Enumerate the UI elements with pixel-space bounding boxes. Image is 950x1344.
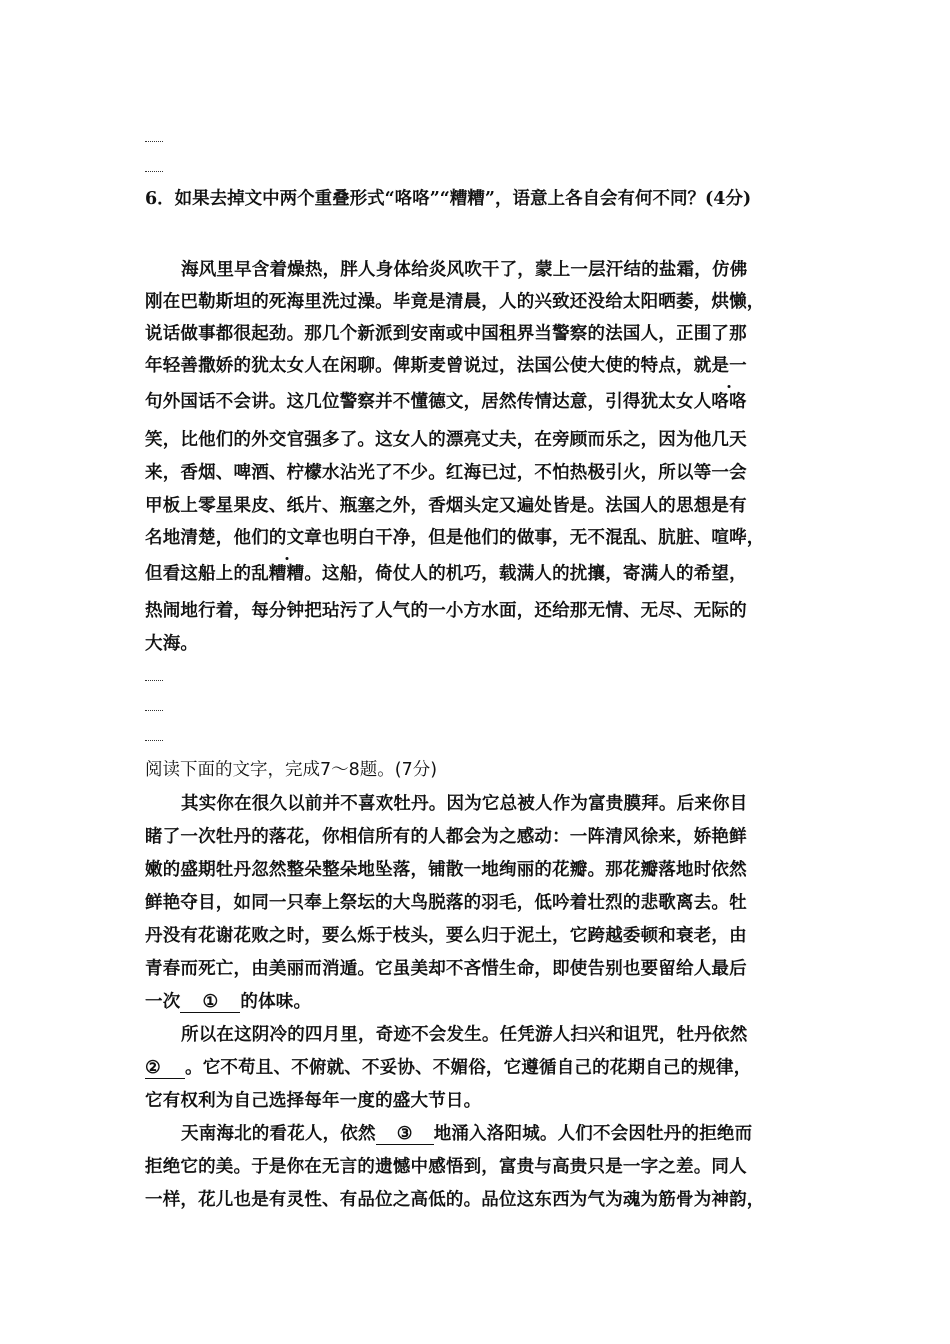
answer-line: [145, 141, 163, 142]
passage-line: 睹了一次牡丹的落花，你相信所有的人都会为之感动：一阵清风徐来，娇艳鲜: [145, 827, 747, 847]
passage-line: 名地清楚，他们的文章也明白干净，但是他们的做事，无不混乱、肮脏、喧哗，: [145, 528, 765, 548]
blank-2[interactable]: ②: [145, 1058, 185, 1079]
section-instruction: 阅读下面的文字，完成7～8题。(7分): [145, 760, 438, 780]
blank-1[interactable]: ①: [180, 992, 240, 1013]
passage-line: 一样，花儿也是有灵性、有品位之高低的。品位这东西为气为魂为筋骨为神韵，: [145, 1190, 765, 1210]
passage-text: 。它不苟且、不俯就、不妥协、不媚俗，它遵循自己的花期自己的规律，: [185, 1058, 752, 1078]
passage-line: 年轻善撒娇的犹太女人在闲聊。俾斯麦曾说过，法国公使大使的特点，就是一: [145, 356, 747, 376]
passage-line: 笑，比他们的外交官强多了。这女人的漂亮丈夫，在旁顾而乐之，因为他几天: [145, 430, 747, 450]
passage-text: 但看这船上的乱: [145, 564, 269, 584]
passage-line: 说话做事都很起劲。那几个新派到安南或中国租界当警察的法国人，正围了那: [145, 324, 747, 344]
passage-line: 其实你在很久以前并不喜欢牡丹。因为它总被人作为富贵膜拜。后来你目: [181, 794, 748, 814]
answer-line: [145, 740, 163, 741]
passage-line: [145, 560, 817, 585]
passage-text: 天南海北的看花人，依然: [181, 1124, 376, 1144]
passage-line: 大海。: [145, 634, 199, 654]
passage-line: 丹没有花谢花败之时，要么烁于枝头，要么归于泥土，它跨越委顿和衰老，由: [145, 926, 747, 946]
emphasis-zaozao: 糟糟: [269, 560, 304, 585]
passage-line: 拒绝它的美。于是你在无言的遗憾中感悟到，富贵与高贵只是一字之差。同人: [145, 1157, 747, 1177]
passage-text: 一次: [145, 992, 181, 1012]
passage-text: 的体味。: [240, 992, 312, 1012]
passage-line: 海风里早含着燥热，胖人身体给炎风吹干了，蒙上一层汗结的盐霜，仿佛: [181, 260, 748, 280]
passage-line: 嫩的盛期牡丹忽然整朵整朵地坠落，铺散一地绚丽的花瓣。那花瓣落地时依然: [145, 860, 747, 880]
answer-line: [145, 680, 163, 681]
passage-line: 甲板上零星果皮、纸片、瓶塞之外，香烟头定又遍处皆是。法国人的思想是有: [145, 496, 747, 516]
question-6: 6．如果去掉文中两个重叠形式“咯咯”“糟糟”，语意上各自会有何不同？(4分): [145, 189, 752, 209]
blank-3[interactable]: ③: [376, 1124, 434, 1145]
passage-line: 所以在这阴冷的四月里，奇迹不会发生。任凭游人扫兴和诅咒，牡丹依然: [181, 1025, 748, 1045]
passage-line: 鲜艳夺目，如同一只奉上祭坛的大鸟脱落的羽毛，低吟着壮烈的悲歌离去。牡: [145, 893, 747, 913]
answer-line: [145, 171, 163, 172]
passage-line: 来，香烟、啤酒、柠檬水沾光了不少。红海已过，不怕热极引火，所以等一会: [145, 463, 747, 483]
passage-text: 句外国话不会讲。这几位警察并不懂德文，居然传情达意，引得犹太女人: [145, 392, 712, 412]
passage-line: [145, 388, 817, 413]
passage-line: 青春而死亡，由美丽而消遁。它虽美却不吝惜生命，即使告别也要留给人最后: [145, 959, 747, 979]
emphasis-gege: 咯咯: [711, 388, 746, 413]
passage-line: [145, 1054, 817, 1079]
passage-line: 热闹地行着，每分钟把玷污了人气的一小方水面，还给那无情、无尽、无际的: [145, 601, 747, 621]
passage-line: [145, 1120, 853, 1145]
passage-text: 。这船，倚仗人的机巧，载满人的扰攘，寄满人的希望，: [304, 564, 747, 584]
passage-text: 地涌入洛阳城。人们不会因牡丹的拒绝而: [433, 1124, 753, 1144]
passage-line: 刚在巴勒斯坦的死海里洗过澡。毕竟是清晨，人的兴致还没给太阳晒萎，烘懒，: [145, 292, 765, 312]
answer-line: [145, 710, 163, 711]
passage-line: [145, 988, 817, 1013]
passage-line: 它有权利为自己选择每年一度的盛大节日。: [145, 1091, 482, 1111]
